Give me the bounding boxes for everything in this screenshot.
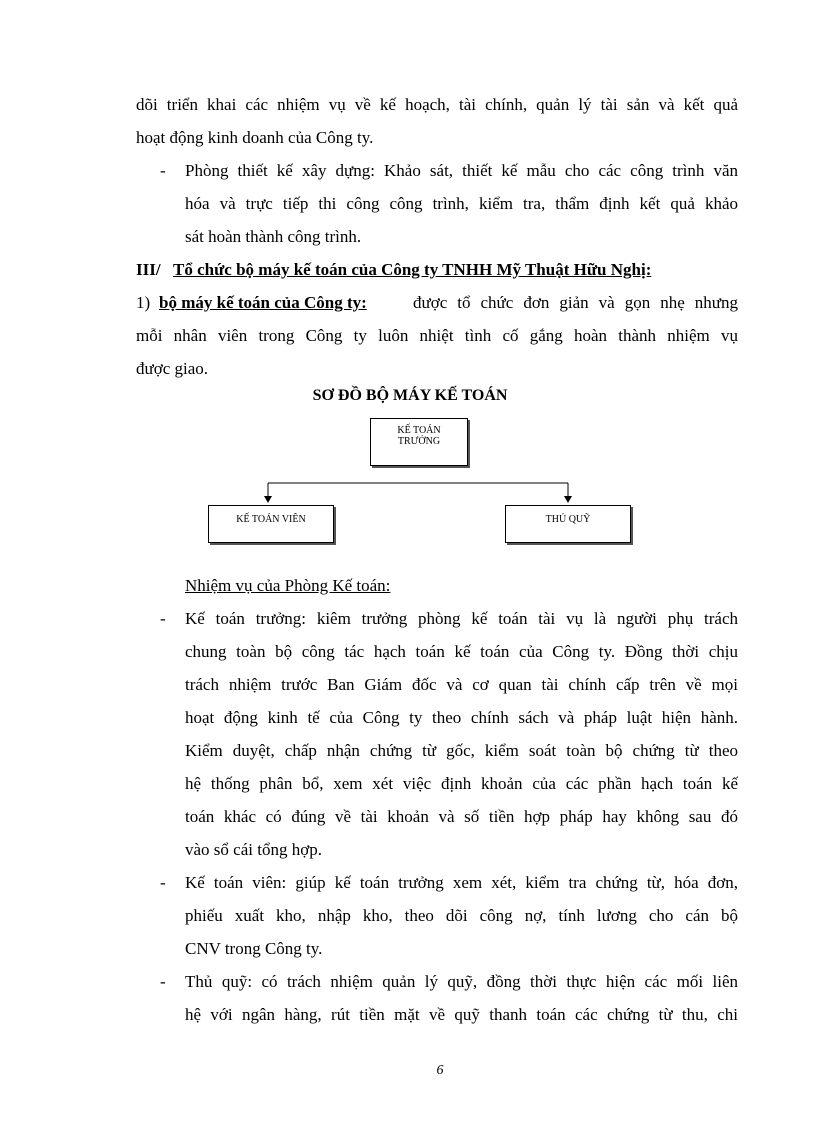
bullet-dash: - bbox=[160, 609, 166, 628]
org-box-label: KẾ TOÁN bbox=[397, 425, 441, 436]
duty-line: hệ với ngân hàng, rút tiền mặt về quỹ thanh toán các chứng từ thu, chi bbox=[185, 1005, 738, 1024]
bullet-line: sát hoàn thành công trình. bbox=[185, 227, 362, 246]
paragraph-line: dõi triển khai các nhiệm vụ về kế hoạch, tài chính, quản lý tài sản và kết quả bbox=[136, 95, 738, 114]
bullet-dash: - bbox=[160, 972, 166, 991]
section-number: III/ bbox=[136, 260, 161, 279]
duty-line: vào sổ cái tổng hợp. bbox=[185, 840, 322, 859]
bullet-dash: - bbox=[160, 161, 166, 180]
duty-line: Kiểm duyệt, chấp nhận chứng từ gốc, kiểm soát toàn bộ chứng từ theo bbox=[185, 741, 738, 760]
bullet-line: Phòng thiết kế xây dựng: Khảo sát, thiết kế mẫu cho các công trình văn bbox=[185, 161, 738, 180]
subsection-title: bộ máy kế toán của Công ty: bbox=[159, 293, 367, 312]
org-box-chief-accountant bbox=[370, 418, 468, 466]
duty-line: Thủ quỹ: có trách nhiệm quản lý quỹ, đồng thời thực hiện các mối liên bbox=[185, 972, 738, 991]
org-box-label: TRƯỞNG bbox=[397, 436, 441, 447]
subsection-number: 1) bbox=[136, 293, 151, 312]
section-heading: Tổ chức bộ máy kế toán của Công ty TNHH Mỹ Thuật Hữu Nghị: bbox=[173, 260, 652, 279]
duty-line: hệ thống phân bổ, xem xét việc định khoản của các phần hạch toán kế bbox=[185, 774, 738, 793]
subsection-text: được tổ chức đơn giản và gọn nhẹ nhưng bbox=[413, 293, 738, 312]
bullet-line: hóa và trực tiếp thi công công trình, kiểm tra, thẩm định kết quả khảo bbox=[185, 194, 738, 213]
org-box-treasurer: THỦ QUỸ bbox=[505, 505, 631, 543]
duty-line: trách nhiệm trước Ban Giám đốc và cơ quan tài chính cấp trên về mọi bbox=[185, 675, 738, 694]
org-chart-title: SƠ ĐỒ BỘ MÁY KẾ TOÁN bbox=[312, 387, 508, 404]
duty-line: chung toàn bộ công tác hạch toán kế toán của Công ty. Đồng thời chịu bbox=[185, 642, 738, 661]
subsection-text: mỗi nhân viên trong Công ty luôn nhiệt tình cố gắng hoàn thành nhiệm vụ bbox=[136, 326, 738, 345]
subsection-text: được giao. bbox=[136, 359, 209, 378]
duty-line: toán khác có đúng về tài khoản và số tiền hợp pháp hay không sau đó bbox=[185, 807, 738, 826]
duty-line: phiếu xuất kho, nhập kho, theo dõi công nợ, tính lương cho cán bộ bbox=[185, 906, 738, 925]
org-box-accountant: KẾ TOÁN VIÊN bbox=[208, 505, 334, 543]
duty-line: Kế toán viên: giúp kế toán trưởng xem xét, kiểm tra chứng từ, hóa đơn, bbox=[185, 873, 738, 892]
page-number: 6 bbox=[436, 1063, 444, 1078]
duty-line: CNV trong Công ty. bbox=[185, 939, 323, 958]
paragraph-line: hoạt động kinh doanh của Công ty. bbox=[136, 128, 374, 147]
bullet-dash: - bbox=[160, 873, 166, 892]
duties-heading: Nhiệm vụ của Phòng Kế toán: bbox=[185, 576, 391, 595]
duty-line: Kế toán trưởng: kiêm trưởng phòng kế toán tài vụ là người phụ trách bbox=[185, 609, 738, 628]
duty-line: hoạt động kinh tế của Công ty theo chính sách và pháp luật hiện hành. bbox=[185, 708, 738, 727]
